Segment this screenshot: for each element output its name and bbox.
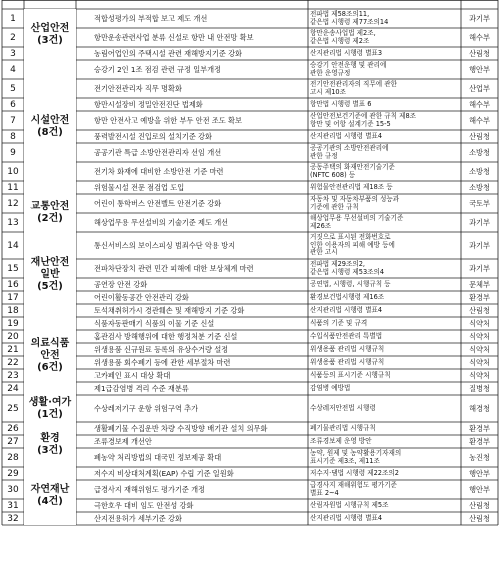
task-description: 고카페인 표시 대상 확대 xyxy=(94,370,171,380)
related-law: 환경보건법시행령 제16조 xyxy=(310,292,385,301)
department: 산림청 xyxy=(469,513,490,523)
task-description: 통신서비스의 보이스피싱 범죄수단 악용 방지 xyxy=(94,240,236,250)
row-number: 4 xyxy=(10,64,16,75)
task-description: 위험물시설 전문 점검업 도입 xyxy=(94,182,185,192)
related-law: 위생용품 관리법 시행규칙 xyxy=(310,344,385,353)
category-cell: 환경 (3건) xyxy=(24,422,76,467)
related-law: 급경사지 재해위험도 평가기준 별표 2~4 xyxy=(310,480,397,497)
related-law: 산지관리법 시행령 별표4 xyxy=(310,513,383,522)
task-description: 홈관검사 방해행위에 대한 행정처분 기준 신설 xyxy=(94,331,238,341)
task-description: 조류경보제 개선안 xyxy=(94,436,152,446)
task-description: 제1급감염병 격리 수준 재분류 xyxy=(94,383,189,393)
task-description: 위생용품 신규원료 등록의 유상수거량 설정 xyxy=(94,344,229,354)
row-number: 22 xyxy=(7,357,19,368)
row-number: 19 xyxy=(7,318,19,329)
related-law: 수상레저안전법 시행령 xyxy=(310,403,376,412)
related-law: 저수지·댐법 시행령 제22조의2 xyxy=(310,468,399,477)
row-number: 30 xyxy=(7,484,19,495)
task-description: 위생용품 회수폐기 등에 관한 세부절차 마련 xyxy=(94,357,231,367)
row-number: 28 xyxy=(7,452,19,463)
department: 행안부 xyxy=(469,484,490,494)
related-law: 식품의 기준 및 규격 xyxy=(310,318,368,327)
task-description: 전파차단장치 관련 민간 피해에 대한 보상체계 마련 xyxy=(94,263,254,273)
related-law: 공동주택의 화재안전기술기준 (NFTC 608) 등 xyxy=(310,162,395,179)
category-cell: 교통안전 (2건) xyxy=(24,194,76,232)
department: 산림청 xyxy=(469,500,490,510)
row-number: 12 xyxy=(7,198,19,209)
row-number: 9 xyxy=(10,147,16,158)
row-number: 6 xyxy=(10,99,16,110)
task-description: 급경사지 재해위험도 평가기준 개정 xyxy=(94,484,206,494)
department: 과기부 xyxy=(469,240,490,250)
related-law: 산지관리법 시행령 별표4 xyxy=(310,131,383,140)
department: 식약처 xyxy=(469,331,490,341)
row-number: 7 xyxy=(10,115,16,126)
task-description: 어린이활동공간 안전관리 강화 xyxy=(94,292,189,302)
department: 과기부 xyxy=(469,13,490,23)
related-law: 항만운송사업법 제2조, 같은법 시행령 제2조 xyxy=(310,28,376,45)
task-description: 공공기관 특급 소방안전관리자 선임 개선 xyxy=(94,147,222,157)
task-description: 폐농약 처리방법의 대국민 정보제공 확대 xyxy=(94,452,222,462)
department: 질병청 xyxy=(469,383,490,393)
task-description: 해상업무용 무선설비의 기술기준 제도 개선 xyxy=(94,217,229,227)
department: 과기부 xyxy=(469,217,490,227)
row-number: 21 xyxy=(7,344,19,355)
category-cell: 생활·여가 (1건) xyxy=(24,395,76,422)
related-law: 위험물안전관리법 제18조 등 xyxy=(310,182,393,191)
related-law: 전파법 제29조의2, 같은법 시행령 제53조의4 xyxy=(310,259,385,276)
row-number: 8 xyxy=(10,131,16,142)
row-number: 24 xyxy=(7,383,19,394)
department: 식약처 xyxy=(469,318,490,328)
task-description: 저수지 비상대처계획(EAP) 수립 기준 일원화 xyxy=(94,468,234,478)
row-number: 11 xyxy=(7,182,19,193)
department: 국토부 xyxy=(469,198,490,208)
department: 문체부 xyxy=(469,279,490,289)
related-law: 산업안전보건기준에 관한 규칙 제8조 항만 및 어항 설계기준 15-5 xyxy=(310,111,417,128)
related-law: 전파법 제58조의11, 같은법 시행령 제77조의14 xyxy=(310,9,389,26)
row-number: 16 xyxy=(7,279,19,290)
row-number: 3 xyxy=(10,48,16,59)
task-description: 항만 안전사고 예방을 위한 부두 안전 조도 확보 xyxy=(94,115,242,125)
related-law: 공공기관의 소방안전관리에 관한 규정 xyxy=(310,143,389,160)
category-cell: 산업안전 (3건) xyxy=(24,9,76,60)
related-law: 항만법 시행령 별표 6 xyxy=(310,99,372,108)
department: 식약처 xyxy=(469,357,490,367)
related-law: 수입식품안전관리 특별법 xyxy=(310,331,383,340)
department: 소방청 xyxy=(469,166,490,176)
category-cell: 재난안전 일반 (5건) xyxy=(24,232,76,317)
related-law: 조류경보제 운영 방안 xyxy=(310,436,372,445)
department: 산림청 xyxy=(469,131,490,141)
department: 해경청 xyxy=(469,403,490,413)
related-law: 전기안전관리자의 직무에 관한 고시 제10조 xyxy=(310,79,397,96)
row-number: 2 xyxy=(10,32,16,43)
related-law: 해상업무용 무선설비의 기술기준 제26조 xyxy=(310,213,404,230)
task-description: 풍력발전시설 진입로의 설치기준 강화 xyxy=(94,131,212,141)
related-law: 감염병 예방법 xyxy=(310,383,351,392)
related-law: 식품등의 표시기준 시행규칙 xyxy=(310,370,391,379)
related-law: 자동차 및 자동차부품의 성능과 기준에 관한 규칙 xyxy=(310,194,400,211)
row-number: 26 xyxy=(7,423,19,434)
department: 산림청 xyxy=(469,305,490,315)
task-description: 식품자동판매기 식품의 이물 기준 신설 xyxy=(94,318,215,328)
department: 식약처 xyxy=(469,370,490,380)
task-description: 산지전용허가 세부기준 강화 xyxy=(94,513,182,523)
department: 과기부 xyxy=(469,263,490,273)
category-cell: 의료식품 안전 (6건) xyxy=(24,317,76,395)
row-number: 18 xyxy=(7,305,19,316)
row-number: 14 xyxy=(7,240,19,251)
task-description: 전기차 화재에 대비한 소방안전 기준 마련 xyxy=(94,166,224,176)
related-law: 위생용품 관리법 시행규칙 xyxy=(310,357,385,366)
department: 환경부 xyxy=(469,423,490,433)
row-number: 1 xyxy=(10,13,16,24)
related-law: 승강기 안전운행 및 관리에 관한 운영규정 xyxy=(310,60,387,77)
row-number: 5 xyxy=(10,83,16,94)
task-description: 항만시설장비 정밀안전진단 법제화 xyxy=(94,99,203,109)
task-description: 농림어업인의 주택시설 관련 재해방지기준 강화 xyxy=(94,48,243,58)
category-cell: 자연재난 (4건) xyxy=(24,467,76,525)
task-description: 생활폐기물 수집운반 차량 수직방향 배기관 설치 의무화 xyxy=(94,423,268,433)
department: 산업부 xyxy=(469,83,490,93)
related-law: 폐기물관리법 시행규칙 xyxy=(310,423,376,432)
department: 행안부 xyxy=(469,64,490,74)
task-description: 수상레저기구 운항 위험구역 추가 xyxy=(94,403,199,413)
row-number: 15 xyxy=(7,263,19,274)
related-law: 거짓으로 표시된 전화번호로 인한 이용자의 피해 예방 등에 관한 고시 xyxy=(310,233,395,257)
department: 환경부 xyxy=(469,292,490,302)
task-description: 토석채취허가시 경관훼손 및 재해방지 기준 강화 xyxy=(94,305,245,315)
row-number: 20 xyxy=(7,331,19,342)
task-description: 승강기 2인 1조 점검 관련 규정 일부개정 xyxy=(94,64,222,74)
task-description: 어린이 통학버스 안전벨트 안전기준 강화 xyxy=(94,198,222,208)
task-description: 극한호우 대비 임도 안전성 강화 xyxy=(94,500,194,510)
department: 행안부 xyxy=(469,468,490,478)
row-number: 17 xyxy=(7,292,19,303)
related-law: 농약, 원제 및 농약활용기자재의 표시기준 제3조, 제11조 xyxy=(310,448,402,465)
row-number: 31 xyxy=(7,500,19,511)
row-number: 32 xyxy=(7,513,19,524)
row-number: 23 xyxy=(7,370,19,381)
task-description: 공연장 안전 강화 xyxy=(94,279,148,289)
row-number: 10 xyxy=(7,166,19,177)
department: 해수부 xyxy=(469,99,490,109)
related-law: 산지관리법 시행령 별표4 xyxy=(310,305,383,314)
related-law: 산지관리법 시행령 별표3 xyxy=(310,48,383,57)
department: 산림청 xyxy=(469,48,490,58)
row-number: 29 xyxy=(7,468,19,479)
department: 해수부 xyxy=(469,115,490,125)
category-cell: 시설안전 (8건) xyxy=(24,60,76,194)
row-number: 13 xyxy=(7,217,19,228)
task-description: 항만운송관련사업 분류 신설로 항만 내 안전망 확보 xyxy=(94,32,254,42)
row-number: 27 xyxy=(7,436,19,447)
related-law: 산림자원법 시행규칙 제5조 xyxy=(310,500,389,509)
task-description: 적합성평가의 부적합 보고 제도 개선 xyxy=(94,13,208,23)
department: 식약처 xyxy=(469,344,490,354)
department: 농진청 xyxy=(469,452,490,462)
related-law: 공연법, 시행령, 시행규칙 등 xyxy=(310,279,391,288)
department: 환경부 xyxy=(469,436,490,446)
department: 소방청 xyxy=(469,182,490,192)
department: 소방청 xyxy=(469,147,490,157)
row-number: 25 xyxy=(7,403,19,414)
task-description: 전기안전관리자 직무 명확화 xyxy=(94,83,182,93)
department: 해수부 xyxy=(469,32,490,42)
